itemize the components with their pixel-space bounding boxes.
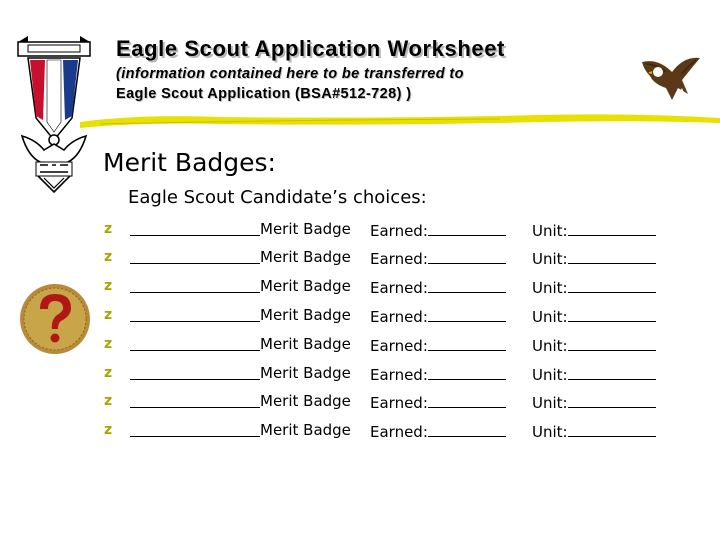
earned-field: [370, 248, 506, 268]
unit-label: Unit:: [532, 222, 568, 240]
earned-label: Earned:: [370, 366, 428, 384]
unit-field: [532, 421, 656, 441]
merit-badge-row: [104, 248, 704, 272]
earned-label: Earned:: [370, 337, 428, 355]
merit-badge-label: Merit Badge: [260, 220, 351, 238]
earned-field: [370, 335, 506, 355]
unit-label: Unit:: [532, 423, 568, 441]
unit-label: Unit:: [532, 394, 568, 412]
candidate-choices-heading: Eagle Scout Candidate’s choices:: [128, 187, 427, 208]
earned-label: Earned:: [370, 423, 428, 441]
unit-field: [532, 306, 656, 326]
header-underline: [80, 108, 720, 132]
bullet-icon: z: [104, 336, 113, 352]
merit-badge-label: Merit Badge: [260, 248, 351, 266]
unit-field: [532, 392, 656, 412]
earned-label: Earned:: [370, 279, 428, 297]
bullet-icon: z: [104, 307, 113, 323]
earned-label: Earned:: [370, 308, 428, 326]
earned-blank[interactable]: [428, 364, 506, 380]
unit-label: Unit:: [532, 250, 568, 268]
unit-field: [532, 248, 656, 268]
bullet-icon: z: [104, 393, 113, 409]
badge-name-field[interactable]: [130, 335, 260, 351]
unit-blank[interactable]: [568, 335, 656, 351]
merit-badge-row: [104, 392, 704, 416]
earned-field: [370, 306, 506, 326]
earned-blank[interactable]: [428, 392, 506, 408]
bullet-icon: z: [104, 422, 113, 438]
unit-field: [532, 335, 656, 355]
unit-label: Unit:: [532, 279, 568, 297]
merit-badge-label: Merit Badge: [260, 392, 351, 410]
badge-name-field[interactable]: [130, 364, 260, 380]
unit-blank[interactable]: [568, 277, 656, 293]
earned-label: Earned:: [370, 394, 428, 412]
earned-field: [370, 364, 506, 384]
earned-blank[interactable]: [428, 421, 506, 437]
unit-blank[interactable]: [568, 220, 656, 236]
earned-label: Earned:: [370, 250, 428, 268]
unit-blank[interactable]: [568, 248, 656, 264]
unit-blank[interactable]: [568, 421, 656, 437]
earned-field: [370, 392, 506, 412]
unit-label: Unit:: [532, 366, 568, 384]
merit-badge-row: [104, 277, 704, 301]
section-heading: Merit Badges:: [103, 148, 276, 177]
merit-badge-row: [104, 335, 704, 359]
earned-field: [370, 277, 506, 297]
merit-badge-row: [104, 220, 704, 244]
unit-field: [532, 364, 656, 384]
merit-badge-label: Merit Badge: [260, 335, 351, 353]
badge-name-field[interactable]: [130, 277, 260, 293]
bullet-icon: z: [104, 365, 113, 381]
unit-blank[interactable]: [568, 364, 656, 380]
merit-badge-row: [104, 364, 704, 388]
badge-name-field[interactable]: [130, 306, 260, 322]
earned-blank[interactable]: [428, 277, 506, 293]
unit-field: [532, 277, 656, 297]
unit-field: [532, 220, 656, 240]
badge-name-field[interactable]: [130, 421, 260, 437]
unit-label: Unit:: [532, 308, 568, 326]
bullet-icon: z: [104, 249, 113, 265]
earned-field: [370, 421, 506, 441]
badge-name-field[interactable]: [130, 220, 260, 236]
earned-blank[interactable]: [428, 306, 506, 322]
earned-field: [370, 220, 506, 240]
merit-badge-row: [104, 421, 704, 445]
bald-eagle-icon: [638, 54, 704, 104]
merit-badge-label: Merit Badge: [260, 277, 351, 295]
question-merit-badge-icon: [18, 282, 92, 356]
page-subtitle-line-2: Eagle Scout Application (BSA#512-728) ): [116, 86, 412, 102]
merit-badge-label: Merit Badge: [260, 364, 351, 382]
merit-badge-row: [104, 306, 704, 330]
page-subtitle-line-1: (information contained here to be transferred to: [116, 66, 464, 82]
badge-name-field[interactable]: [130, 248, 260, 264]
page-title: Eagle Scout Application Worksheet: [116, 36, 505, 61]
unit-blank[interactable]: [568, 306, 656, 322]
unit-label: Unit:: [532, 337, 568, 355]
earned-blank[interactable]: [428, 220, 506, 236]
badge-name-field[interactable]: [130, 392, 260, 408]
earned-label: Earned:: [370, 222, 428, 240]
earned-blank[interactable]: [428, 335, 506, 351]
bullet-icon: z: [104, 221, 113, 237]
earned-blank[interactable]: [428, 248, 506, 264]
bullet-icon: z: [104, 278, 113, 294]
merit-badge-label: Merit Badge: [260, 306, 351, 324]
merit-badge-label: Merit Badge: [260, 421, 351, 439]
unit-blank[interactable]: [568, 392, 656, 408]
